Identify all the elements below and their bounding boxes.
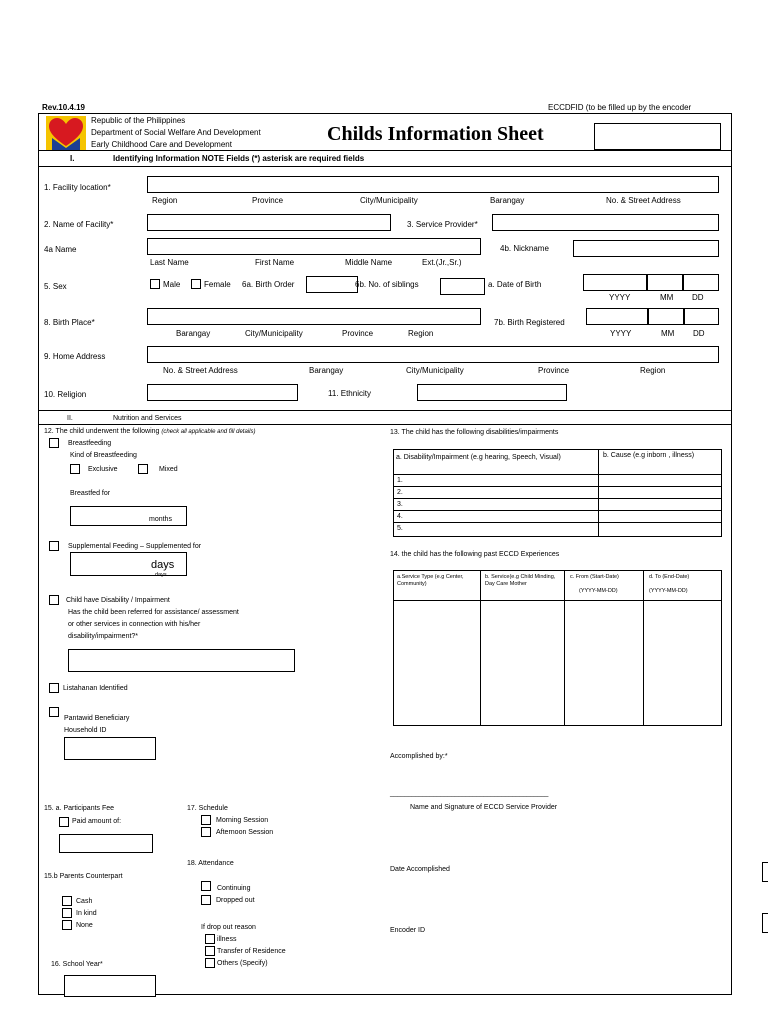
s13-heading: 13. The child has the following disabilities/impairments — [390, 429, 559, 436]
street-label: No. & Street Address — [606, 196, 681, 205]
first-name-label: First Name — [255, 258, 295, 267]
referred-label-2: or other services in connection with his/her — [68, 621, 201, 628]
dropped-checkbox[interactable] — [201, 895, 211, 905]
attendance-label: 18. Attendance — [187, 860, 234, 867]
birth-order-input[interactable] — [306, 276, 358, 293]
signature-line[interactable]: ____________________________________________ — [390, 790, 549, 797]
others-checkbox[interactable] — [205, 958, 215, 968]
service-provider-label: 3. Service Provider* — [407, 220, 478, 229]
disability-checkbox[interactable] — [49, 595, 59, 605]
nickname-label: 4b. Nickname — [500, 244, 549, 253]
name-input[interactable] — [147, 238, 481, 255]
eccdfid-input[interactable] — [594, 123, 721, 150]
days-small-label: days — [155, 572, 167, 578]
bp-city-label: City/Municipality — [245, 329, 303, 338]
s13-row-3: 3. — [397, 501, 403, 508]
mixed-checkbox[interactable] — [138, 464, 148, 474]
dob-year-input[interactable] — [583, 274, 647, 291]
pantawid-label-1: Pantawid Beneficiary — [64, 715, 130, 722]
s14-col-service-type: a.Service Type (e.g Center, Community) — [397, 574, 464, 587]
section-1-title: Identifying Information NOTE Fields (*) asterisk are required fields — [113, 154, 365, 163]
bp-province-label: Province — [342, 329, 374, 338]
margin-box-1 — [762, 862, 768, 882]
home-address-input[interactable] — [147, 346, 719, 363]
ha-city-label: City/Municipality — [406, 366, 464, 375]
s14-col-service: b. Service(e.g Child Minding, Day Care Mother — [485, 574, 556, 587]
birth-place-label: 8. Birth Place* — [44, 318, 95, 327]
s13-row-4: 4. — [397, 513, 403, 520]
inkind-checkbox[interactable] — [62, 908, 72, 918]
dob-label: a. Date of Birth — [488, 280, 542, 289]
s13-col-cause: b. Cause (e.g inborn , illness) — [603, 452, 695, 459]
province-label: Province — [252, 196, 284, 205]
continuing-checkbox[interactable] — [201, 881, 211, 891]
birth-order-label: 6a. Birth Order — [242, 280, 295, 289]
mixed-label: Mixed — [159, 466, 178, 473]
signature-label: Name and Signature of ECCD Service Provider — [410, 804, 558, 811]
bp-barangay-label: Barangay — [176, 329, 211, 338]
siblings-label: 6b. No. of siblings — [355, 280, 419, 289]
reg-year-input[interactable] — [586, 308, 648, 325]
date-accomplished-label: Date Accomplished — [390, 866, 450, 873]
referred-label-3: disability/impairment?* — [68, 633, 139, 640]
facility-location-input[interactable] — [147, 176, 719, 193]
male-label: Male — [163, 280, 181, 289]
eccdfid-label: ECCDFID (to be filled up by the encoder — [548, 103, 692, 112]
breastfeeding-checkbox[interactable] — [49, 438, 59, 448]
parents-counterpart-label: 15.b Parents Counterpart — [44, 873, 123, 880]
program-label: Early Childhood Care and Development — [91, 140, 232, 149]
others-label: Others (Specify) — [217, 960, 268, 967]
s14-col-to: d. To (End-Date) — [649, 574, 690, 580]
referral-input[interactable] — [68, 649, 295, 672]
s14-col-to-format: (YYYY-MM-DD) — [649, 588, 688, 594]
dob-dd-label: DD — [692, 293, 704, 302]
religion-label: 10. Religion — [44, 390, 87, 399]
transfer-checkbox[interactable] — [205, 946, 215, 956]
ext-label: Ext.(Jr.,Sr.) — [422, 258, 462, 267]
s14-heading: 14. the child has the following past ECCD Experiences — [390, 551, 560, 558]
dob-mm-label: MM — [660, 293, 674, 302]
none-label: None — [76, 922, 93, 929]
section-2-numeral: II. — [67, 415, 73, 422]
s12-heading-note: (check all applicable and fill details) — [161, 429, 256, 435]
s13-row-5: 5. — [397, 525, 403, 532]
listahanan-checkbox[interactable] — [49, 683, 59, 693]
birth-place-input[interactable] — [147, 308, 481, 325]
s13-col-disability: a. Disability/Impairment (e.g hearing, Speech, Visual) — [396, 454, 561, 461]
continuing-label: Continuing — [217, 885, 251, 892]
participants-fee-label: 15. a. Participants Fee — [44, 805, 115, 812]
days-label: days — [151, 559, 175, 571]
middle-name-label: Middle Name — [345, 258, 393, 267]
s12-heading: 12. The child underwent the following (check all applicable and fill details) — [44, 428, 256, 435]
home-address-label: 9. Home Address — [44, 352, 106, 361]
city-label: City/Municipality — [360, 196, 418, 205]
birth-registered-label: 7b. Birth Registered — [494, 318, 565, 327]
exclusive-label: Exclusive — [88, 466, 118, 473]
dropout-reason-label: If drop out reason — [201, 924, 256, 931]
ha-province-label: Province — [538, 366, 570, 375]
s13-row-2: 2. — [397, 489, 403, 496]
accomplished-by-label: Accomplished by:* — [390, 753, 448, 760]
siblings-input[interactable] — [440, 278, 485, 295]
school-year-label: 16. School Year* — [51, 961, 103, 968]
referred-label-1: Has the child been referred for assistance/ assessment — [68, 609, 239, 616]
female-label: Female — [204, 280, 231, 289]
region-label: Region — [152, 196, 178, 205]
supplemental-label: Supplemental Feeding – Supplemented for — [68, 543, 202, 550]
cash-label: Cash — [76, 898, 93, 905]
schedule-label: 17. Schedule — [187, 805, 228, 812]
facility-name-input[interactable] — [147, 214, 391, 231]
listahanan-label: Listahanan Identified — [63, 685, 128, 692]
ha-barangay-label: Barangay — [309, 366, 344, 375]
male-checkbox[interactable] — [150, 279, 160, 289]
inkind-label: In kind — [76, 910, 97, 917]
section-1-numeral: I. — [70, 154, 75, 163]
breastfeeding-label: Breastfeeding — [68, 440, 112, 447]
dswd-logo — [46, 116, 86, 150]
reg-dd-label: DD — [693, 329, 705, 338]
section-2-title: Nutrition and Services — [113, 415, 182, 422]
s14-col-from-format: (YYYY-MM-DD) — [579, 588, 618, 594]
months-label: months — [149, 516, 172, 523]
paid-checkbox[interactable] — [59, 817, 69, 827]
margin-box-2 — [762, 913, 768, 933]
female-checkbox[interactable] — [191, 279, 201, 289]
pantawid-label-2: Household ID — [64, 727, 107, 734]
ethnicity-label: 11. Ethnicity — [328, 389, 371, 398]
facility-name-label: 2. Name of Facility* — [44, 220, 114, 229]
cash-checkbox[interactable] — [62, 896, 72, 906]
encoder-id-label: Encoder ID — [390, 927, 426, 934]
last-name-label: Last Name — [150, 258, 189, 267]
reg-day-input[interactable] — [684, 308, 719, 325]
form-title: Childs Information Sheet — [327, 123, 544, 145]
exclusive-checkbox[interactable] — [70, 464, 80, 474]
afternoon-checkbox[interactable] — [201, 827, 211, 837]
afternoon-label: Afternoon Session — [216, 829, 274, 836]
ethnicity-input[interactable] — [417, 384, 567, 401]
illness-label: illness — [217, 936, 237, 943]
supplemental-checkbox[interactable] — [49, 541, 59, 551]
barangay-label: Barangay — [490, 196, 525, 205]
dob-day-input[interactable] — [683, 274, 719, 291]
morning-label: Morning Session — [216, 817, 269, 824]
school-year-input[interactable] — [64, 975, 156, 997]
dob-month-input[interactable] — [647, 274, 683, 291]
dropped-label: Dropped out — [216, 897, 255, 904]
sex-label: 5. Sex — [44, 282, 67, 291]
none-checkbox[interactable] — [62, 920, 72, 930]
religion-input[interactable] — [147, 384, 298, 401]
facility-location-label: 1. Facility location* — [44, 183, 111, 192]
revision-label: Rev.10.4.19 — [42, 103, 85, 112]
dob-yyyy-label: YYYY — [609, 293, 631, 302]
reg-yyyy-label: YYYY — [610, 329, 632, 338]
service-provider-input[interactable] — [492, 214, 719, 231]
paid-label: Paid amount of: — [72, 818, 122, 825]
paid-amount-input[interactable] — [59, 834, 153, 853]
reg-mm-label: MM — [661, 329, 675, 338]
illness-checkbox[interactable] — [205, 934, 215, 944]
household-id-input[interactable] — [64, 737, 156, 760]
bp-region-label: Region — [408, 329, 434, 338]
nickname-input[interactable] — [573, 240, 719, 257]
s14-col-from: c. From (Start-Date) — [570, 574, 619, 580]
transfer-label: Transfer of Residence — [217, 948, 286, 955]
ha-street-label: No. & Street Address — [163, 366, 238, 375]
department-label: Department of Social Welfare And Development — [91, 128, 261, 137]
republic-label: Republic of the Philippines — [91, 116, 186, 125]
ha-region-label: Region — [640, 366, 666, 375]
reg-month-input[interactable] — [648, 308, 684, 325]
kind-breastfeeding-label: Kind of Breastfeeding — [70, 452, 137, 459]
pantawid-checkbox[interactable] — [49, 707, 59, 717]
name-label: 4a Name — [44, 245, 77, 254]
s13-row-1: 1. — [397, 477, 403, 484]
disability-label: Child have Disability / Impairment — [66, 597, 170, 604]
breastfed-for-label: Breastfed for — [70, 490, 111, 497]
morning-checkbox[interactable] — [201, 815, 211, 825]
